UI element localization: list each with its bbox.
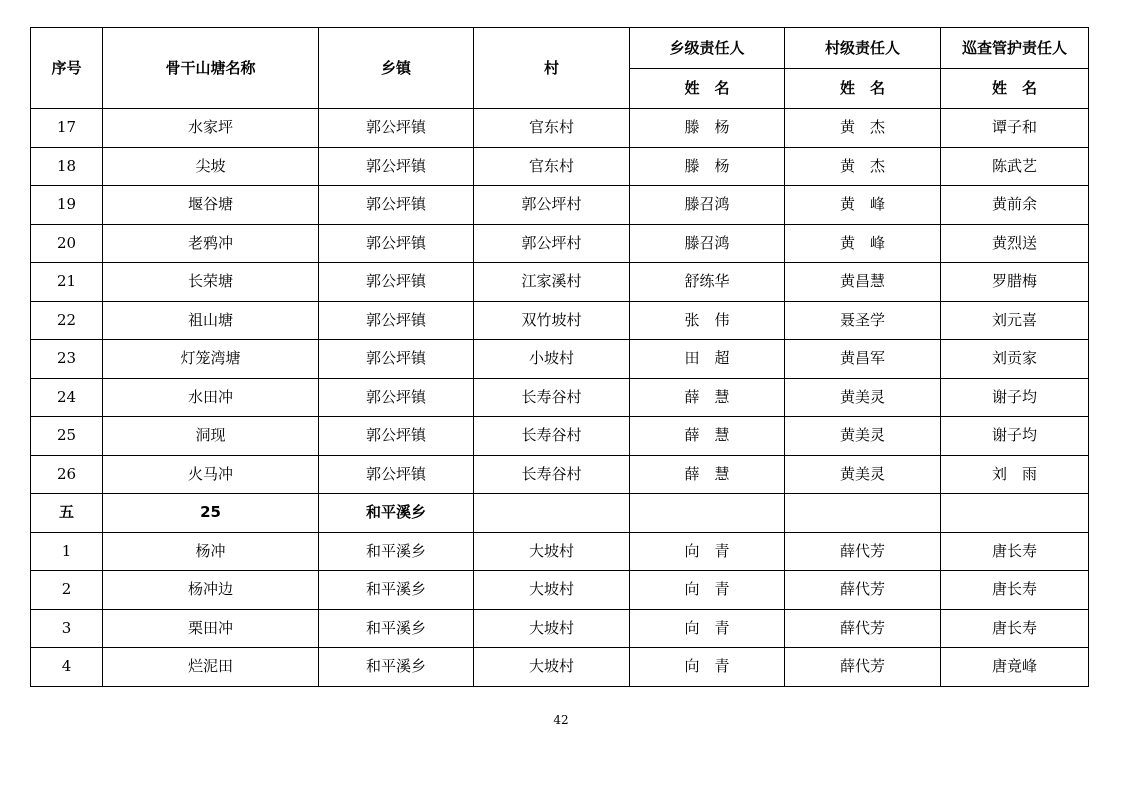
town-cell: 郭公坪镇: [319, 147, 474, 186]
pond-name-cell: 祖山塘: [103, 301, 319, 340]
town-cell: 郭公坪镇: [319, 224, 474, 263]
village-lead-cell: 薛代芳: [785, 648, 941, 687]
table-row: [31, 532, 1089, 571]
township-lead-cell: 向 青: [630, 532, 785, 571]
pond-name-cell: 洞现: [103, 417, 319, 456]
township-lead-cell: 张 伟: [630, 301, 785, 340]
village-lead-cell: 黄 杰: [785, 147, 941, 186]
township-lead-cell: 滕 杨: [630, 147, 785, 186]
town-cell: 郭公坪镇: [319, 455, 474, 494]
town-cell: 郭公坪镇: [319, 340, 474, 379]
village-lead-cell: 薛代芳: [785, 532, 941, 571]
town-cell: 郭公坪镇: [319, 186, 474, 225]
pond-name-cell: 水家坪: [103, 109, 319, 148]
seq-cell: 17: [31, 109, 103, 148]
township-lead-cell: 舒练华: [630, 263, 785, 302]
seq-cell: 1: [31, 532, 103, 571]
header-patrol-lead: 巡查管护责任人: [941, 28, 1089, 69]
patrol-lead-cell: 唐长寿: [941, 571, 1089, 610]
table-row: [31, 648, 1089, 687]
village-cell: 大坡村: [474, 532, 630, 571]
town-cell: 和平溪乡: [319, 648, 474, 687]
town-cell: 和平溪乡: [319, 532, 474, 571]
table-row: [31, 301, 1089, 340]
township-lead-cell: 田 超: [630, 340, 785, 379]
empty-cell: [785, 494, 941, 533]
seq-cell: 3: [31, 609, 103, 648]
header-seq: 序号: [31, 28, 103, 109]
empty-cell: [941, 494, 1089, 533]
section-seq-cell: 五: [31, 494, 103, 533]
responsibility-table: [30, 27, 1089, 687]
village-cell: 大坡村: [474, 648, 630, 687]
seq-cell: 25: [31, 417, 103, 456]
pond-name-cell: 堰谷塘: [103, 186, 319, 225]
header-village: 村: [474, 28, 630, 109]
header-town: 乡镇: [319, 28, 474, 109]
patrol-lead-cell: 谭子和: [941, 109, 1089, 148]
village-lead-cell: 黄昌军: [785, 340, 941, 379]
seq-cell: 22: [31, 301, 103, 340]
seq-cell: 21: [31, 263, 103, 302]
header-row: [31, 28, 1089, 69]
village-lead-cell: 黄昌慧: [785, 263, 941, 302]
village-cell: 双竹坡村: [474, 301, 630, 340]
township-lead-cell: 滕 杨: [630, 109, 785, 148]
village-cell: 官东村: [474, 109, 630, 148]
seq-cell: 2: [31, 571, 103, 610]
pond-name-cell: 尖坡: [103, 147, 319, 186]
village-lead-cell: 黄 杰: [785, 109, 941, 148]
village-lead-cell: 薛代芳: [785, 571, 941, 610]
seq-cell: 20: [31, 224, 103, 263]
header-township-lead: 乡级责任人: [630, 28, 785, 69]
empty-cell: [474, 494, 630, 533]
village-cell: 长寿谷村: [474, 417, 630, 456]
village-cell: 长寿谷村: [474, 455, 630, 494]
pond-name-cell: 水田冲: [103, 378, 319, 417]
section-count-cell: 25: [103, 494, 319, 533]
town-cell: 郭公坪镇: [319, 263, 474, 302]
patrol-lead-cell: 唐竟峰: [941, 648, 1089, 687]
village-cell: 小坡村: [474, 340, 630, 379]
patrol-lead-cell: 谢子均: [941, 378, 1089, 417]
table-row: [31, 263, 1089, 302]
pond-name-cell: 火马冲: [103, 455, 319, 494]
town-cell: 郭公坪镇: [319, 301, 474, 340]
patrol-lead-cell: 谢子均: [941, 417, 1089, 456]
patrol-lead-cell: 罗腊梅: [941, 263, 1089, 302]
village-lead-cell: 黄美灵: [785, 378, 941, 417]
patrol-lead-cell: 唐长寿: [941, 532, 1089, 571]
township-lead-cell: 薛 慧: [630, 417, 785, 456]
table-row: [31, 186, 1089, 225]
patrol-lead-cell: 刘 雨: [941, 455, 1089, 494]
patrol-lead-cell: 陈武艺: [941, 147, 1089, 186]
subheader-village-name: 姓 名: [785, 69, 941, 109]
town-cell: 郭公坪镇: [319, 109, 474, 148]
pond-name-cell: 栗田冲: [103, 609, 319, 648]
section-row: [31, 494, 1089, 533]
town-cell: 和平溪乡: [319, 571, 474, 610]
seq-cell: 26: [31, 455, 103, 494]
township-lead-cell: 滕召鸿: [630, 224, 785, 263]
village-lead-cell: 黄 峰: [785, 224, 941, 263]
seq-cell: 23: [31, 340, 103, 379]
pond-name-cell: 老鸦冲: [103, 224, 319, 263]
village-lead-cell: 黄美灵: [785, 455, 941, 494]
township-lead-cell: 滕召鸿: [630, 186, 785, 225]
town-cell: 和平溪乡: [319, 609, 474, 648]
pond-name-cell: 长荣塘: [103, 263, 319, 302]
table-row: [31, 417, 1089, 456]
patrol-lead-cell: 唐长寿: [941, 609, 1089, 648]
table-row: [31, 224, 1089, 263]
subheader-township-name: 姓 名: [630, 69, 785, 109]
table-row: [31, 109, 1089, 148]
village-cell: 郭公坪村: [474, 224, 630, 263]
table-row: [31, 340, 1089, 379]
township-lead-cell: 向 青: [630, 609, 785, 648]
village-cell: 官东村: [474, 147, 630, 186]
village-lead-cell: 黄美灵: [785, 417, 941, 456]
pond-name-cell: 灯笼湾塘: [103, 340, 319, 379]
subheader-patrol-name: 姓 名: [941, 69, 1089, 109]
township-lead-cell: 向 青: [630, 648, 785, 687]
table-row: [31, 455, 1089, 494]
patrol-lead-cell: 黄烈送: [941, 224, 1089, 263]
page-number: 42: [553, 713, 569, 727]
patrol-lead-cell: 刘贡家: [941, 340, 1089, 379]
township-lead-cell: 向 青: [630, 571, 785, 610]
table-row: [31, 609, 1089, 648]
seq-cell: 19: [31, 186, 103, 225]
town-cell: 郭公坪镇: [319, 378, 474, 417]
patrol-lead-cell: 黄前余: [941, 186, 1089, 225]
village-cell: 大坡村: [474, 609, 630, 648]
township-lead-cell: 薛 慧: [630, 455, 785, 494]
header-village-lead: 村级责任人: [785, 28, 941, 69]
village-lead-cell: 黄 峰: [785, 186, 941, 225]
pond-name-cell: 杨冲边: [103, 571, 319, 610]
header-pond-name: 骨干山塘名称: [103, 28, 319, 109]
town-cell: 郭公坪镇: [319, 417, 474, 456]
table-row: [31, 378, 1089, 417]
patrol-lead-cell: 刘元喜: [941, 301, 1089, 340]
table-row: [31, 147, 1089, 186]
village-cell: 大坡村: [474, 571, 630, 610]
pond-name-cell: 烂泥田: [103, 648, 319, 687]
seq-cell: 18: [31, 147, 103, 186]
village-cell: 郭公坪村: [474, 186, 630, 225]
empty-cell: [630, 494, 785, 533]
village-lead-cell: 聂圣学: [785, 301, 941, 340]
table-row: [31, 571, 1089, 610]
village-lead-cell: 薛代芳: [785, 609, 941, 648]
pond-name-cell: 杨冲: [103, 532, 319, 571]
village-cell: 江家溪村: [474, 263, 630, 302]
village-cell: 长寿谷村: [474, 378, 630, 417]
seq-cell: 24: [31, 378, 103, 417]
seq-cell: 4: [31, 648, 103, 687]
township-lead-cell: 薛 慧: [630, 378, 785, 417]
section-town-cell: 和平溪乡: [319, 494, 474, 533]
